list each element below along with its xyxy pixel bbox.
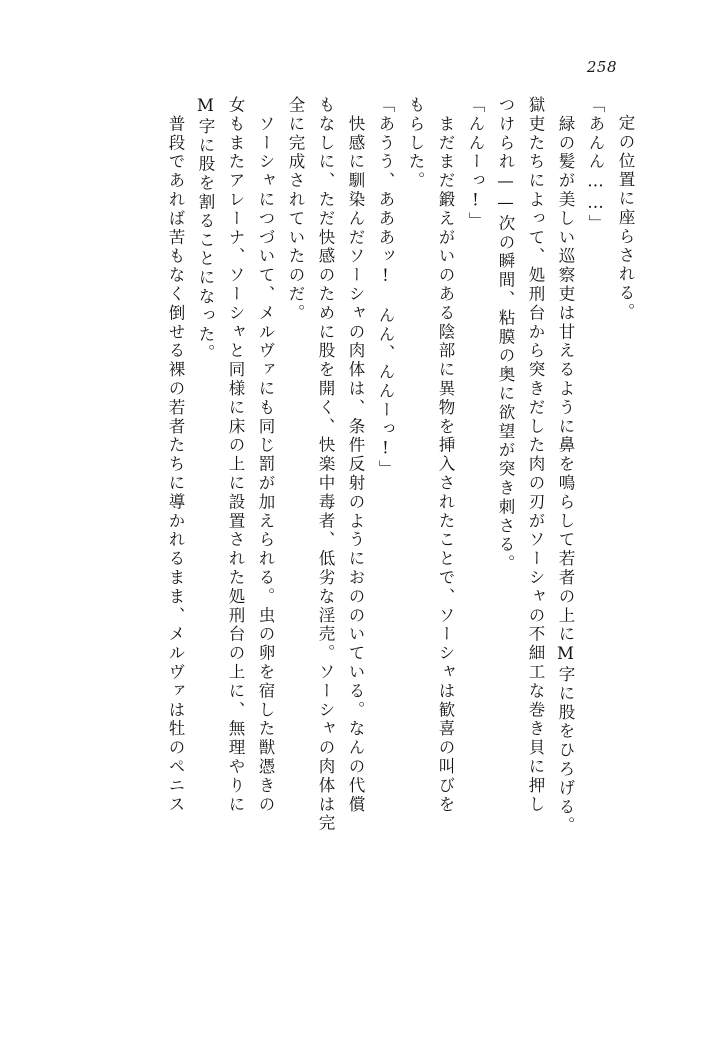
text-column: 女もまたアレーナ、ソーシャと同様に床の上に設置された処刑台の上に、無理やりに [226,96,245,815]
text-column: 「あんん……」 [586,96,605,234]
page-number: 258 [586,58,617,76]
text-column: まだまだ鍛えがいのある陰部に異物を挿入されたことで、ソーシャは歓喜の叫びを [436,96,455,815]
text-column: もなしに、ただ快感のために股を開く、快楽中毒者、低劣な淫売。ソーシャの肉体は完 [316,96,335,834]
text-column: M字に股を割ることになった。 [196,96,215,364]
text-column: もらした。 [406,96,425,191]
text-column: 全に完成されていたのだ。 [286,96,305,323]
vertical-text-body [58,96,633,990]
text-column: 獄吏たちによって、処刑台から突きだした肉の刃がソーシャの不細工な巻き貝に押し [526,96,545,815]
text-column: ソーシャにつづいて、メルヴァにも同じ罰が加えられる。虫の卵を宿した獣憑きの [256,96,275,815]
text-column: 緑の髪が美しい巡察吏は甘えるように鼻を鳴らして若者の上にM字に股をひろげる。 [556,96,575,836]
text-column: 快感に馴染んだソーシャの肉体は、条件反射のようにおののいている。なんの代償 [346,96,365,815]
text-column: 定の位置に座らされる。 [616,114,635,322]
text-column: つけられ——次の瞬間、粘膜の奥に欲望が突き刺さる。 [496,96,515,574]
text-column: 「んんーっ!」 [466,96,485,231]
text-column: 普段であれば苦もなく倒せる裸の若者たちに導かれるまま、メルヴァは牡のペニス [166,96,185,815]
text-column: 「あうう、あああッ! んん、んんーっ!」 [376,96,395,479]
